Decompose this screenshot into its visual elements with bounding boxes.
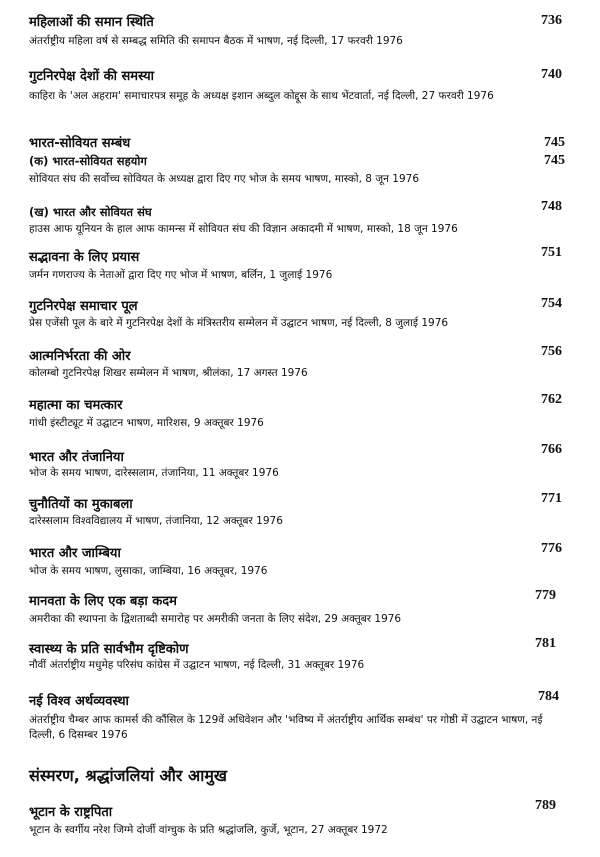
toc-page-number: 748 — [541, 199, 562, 214]
toc-page-number: 740 — [541, 67, 562, 82]
toc-entry-title: नई विश्व अर्थव्यवस्था — [29, 694, 129, 709]
toc-page-number: 766 — [541, 442, 562, 457]
toc-entry-description: नौवीं अंतर्राष्ट्रीय मधुमेह परिसंघ कांग्रेस में उद्घाटन भाषण, नई दिल्ली, 31 अक्तूबर 1976 — [29, 659, 365, 671]
toc-entry-description: गांधी इंस्टीट्यूट में उद्घाटन भाषण, मारिशस, 9 अक्तूबर 1976 — [29, 417, 264, 429]
toc-entry-title: गुटनिरपेक्ष समाचार पूल — [29, 299, 138, 314]
toc-entry-description: अमरीका की स्थापना के द्विशताब्दी समारोह पर अमरीकी जनता के लिए संदेश, 29 अक्तूबर 1976 — [29, 613, 402, 625]
toc-page-number: 756 — [541, 344, 562, 359]
toc-entry-description: सोवियत संघ की सर्वोच्च सोवियत के अध्यक्ष द्वारा दिए गए भोज के समय भाषण, मास्को, 8 जून 1976 — [29, 173, 419, 185]
toc-page-number: 751 — [541, 245, 562, 260]
section-heading: संस्मरण, श्रद्धांजलियां और आमुख — [29, 766, 227, 785]
toc-page-number: 736 — [541, 13, 562, 28]
toc-entry-description: प्रेस एजेंसी पूल के बारे में गुटनिरपेक्ष देशों के मंत्रिस्तरीय सम्मेलन में उद्घाटन भाषण, नई दिल्ली, 8 जुलाई 1976 — [29, 317, 449, 329]
toc-entry-title: भारत और जाम्बिया — [29, 546, 121, 561]
toc-page-number: 771 — [541, 491, 562, 506]
toc-entry-title: महात्मा का चमत्कार — [29, 398, 123, 413]
toc-entry-description: भोज के समय भाषण, दारेस्सलाम, तंजानिया, 11 अक्तूबर 1976 — [29, 467, 279, 479]
toc-entry-description: जर्मन गणराज्य के नेताओं द्वारा दिए गए भोज में भाषण, बर्लिन, 1 जुलाई 1976 — [29, 269, 333, 281]
toc-entry-description: काहिरा के 'अल अहराम' समाचारपत्र समूह के अध्यक्ष इशान अब्दुल कोद्दूस के साथ भेंटवार्ता, नई दिल्ली, 27 फरवरी 1976 — [29, 90, 494, 102]
toc-entry-title: (ख) भारत और सोवियत संघ — [29, 205, 152, 219]
toc-page-number: 745 — [544, 153, 565, 168]
toc-entry-title: महिलाओं की समान स्थिति — [29, 15, 154, 30]
toc-entry-description: अंतर्राष्ट्रीय चैम्बर आफ कामर्स की कौंसिल के 129वें अधिवेशन और 'भविष्य में अंतर्राष्ट्रीय आर्थिक सम्बंध' पर गोष्ठी में उद्घाटन भाषण, नई दिल्ली, 6 दिसम्बर 1976 — [29, 714, 543, 741]
toc-entry-title: भारत-सोवियत सम्बंध — [29, 136, 131, 151]
toc-entry-title: भूटान के राष्ट्रपिता — [29, 805, 113, 820]
toc-page-number: 784 — [538, 689, 559, 704]
toc-entry-description: कोलम्बो गुटनिरपेक्ष शिखर सम्मेलन में भाषण, श्रीलंका, 17 अगस्त 1976 — [29, 367, 308, 379]
toc-entry-description: अंतर्राष्ट्रीय महिला वर्ष से सम्बद्ध समिति की समापन बैठक में भाषण, नई दिल्ली, 17 फरवरी 1976 — [29, 35, 403, 47]
toc-entry-title: भारत और तंजानिया — [29, 450, 124, 465]
toc-entry-description: भोज के समय भाषण, लुसाका, जाम्बिया, 16 अक्तूबर, 1976 — [29, 565, 268, 577]
toc-entry-description: हाउस आफ यूनियन के हाल आफ कामन्स में सोवियत संघ की विज्ञान अकादमी में भाषण, मास्को, 18 जून 1976 — [29, 223, 458, 235]
toc-page-number: 789 — [535, 798, 556, 813]
toc-entry-description: भूटान के स्वर्गीय नरेश जिग्मे दोर्जी वांग्चुक के प्रति श्रद्धांजलि, कुर्जे, भूटान, 27 अक्तूबर 1972 — [29, 824, 388, 836]
toc-entry-title: चुनौतियों का मुकाबला — [29, 497, 133, 512]
toc-entry-title: (क) भारत-सोवियत सहयोग — [29, 154, 147, 168]
toc-page-number: 781 — [535, 636, 556, 651]
toc-page-number: 776 — [541, 541, 562, 556]
toc-entry-title: सद्भावना के लिए प्रयास — [29, 250, 140, 265]
toc-entry-title: आत्मनिर्भरता की ओर — [29, 349, 131, 364]
toc-page-number: 754 — [541, 296, 562, 311]
toc-entry-title: मानवता के लिए एक बड़ा कदम — [29, 594, 177, 609]
toc-entry-title: गुटनिरपेक्ष देशों की समस्या — [29, 69, 155, 84]
toc-page-number: 745 — [544, 135, 565, 150]
toc-page-number: 762 — [541, 392, 562, 407]
toc-entry-title: स्वास्थ्य के प्रति सार्वभौम दृष्टिकोण — [29, 642, 189, 657]
toc-page-number: 779 — [535, 588, 556, 603]
toc-entry-description: दारेस्सलाम विश्वविद्यालय में भाषण, तंजानिया, 12 अक्तूबर 1976 — [29, 515, 283, 527]
